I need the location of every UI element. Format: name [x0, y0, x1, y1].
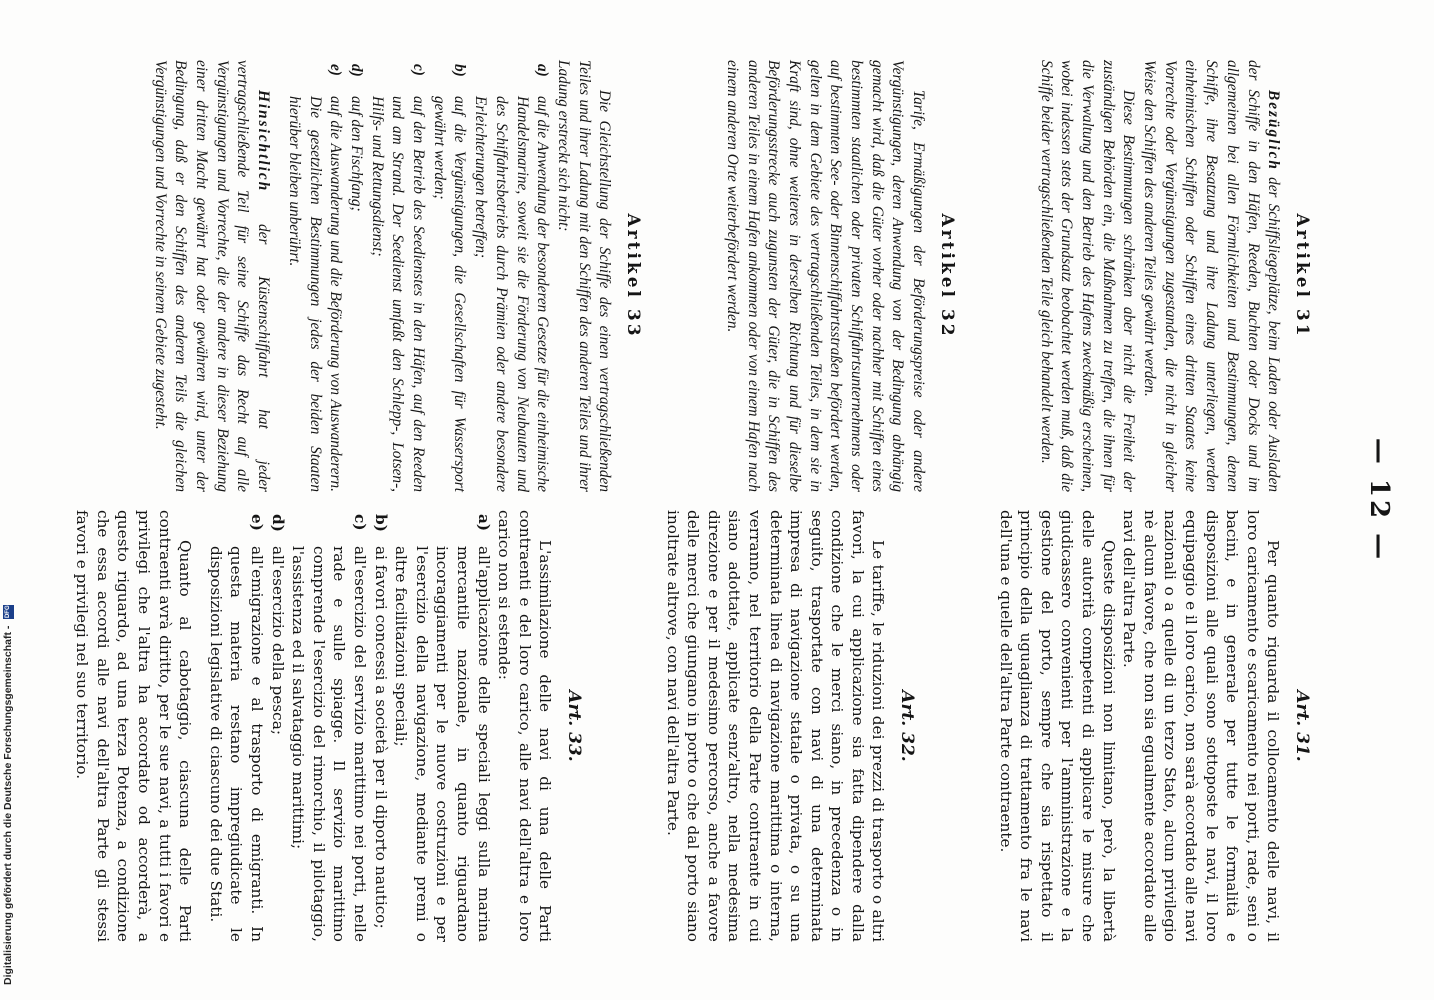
footer-text-wrap: [2, 0, 14, 985]
item-label: a): [534, 64, 552, 77]
item-text: ai favori concessi a società per il diporto nautico;: [371, 546, 390, 929]
digitization-footer: [2, 605, 22, 1000]
italian-art31-paragraph-1: Per quanto riguarda il collocamento delle navi, il loro caricamento e scaricamento nei porti, rade, seni o bacini, e in generale per tutte le formalità e disposizioni alle quali sono sottoposte le navi, il loro equipaggio e il loro carico, non sarà accordato alle navi nazionali o a quelle di un terzo Stato, alcun privilegio nè alcun favore, che non sia egualmente accordato alle navi dell'altra Parte.: [1120, 510, 1283, 942]
item-label: b): [371, 514, 390, 532]
italian-art33-intro: L'assimilazione delle navi di una delle Parti contraenti e del loro carico, alle navi dell'altra e loro carico non si estende:: [495, 510, 555, 942]
item-text: auf den Betrieb des Seedienstes in den Häfen, auf den Reeden und am Strand. Der Seedienst umfaßt den Schlepp-, Lotsen-, Hilfs- und Rettungsdienst;: [368, 96, 428, 492]
footer-text: Digitalisierung gefördert durch die Deutsche Forschungsgemeinschaft -: [2, 625, 14, 985]
item-label: a): [474, 514, 493, 532]
german-art33-item-b: [428, 60, 469, 492]
german-art31-paragraph-2: Diese Bestimmungen schränken aber nicht die Freiheit der zuständigen Behörden ein, die Maßnahmen zu treffen, die ihnen für die Verwaltung und den Betrieb des Hafens zweckmäßig erscheinen, wobei indessen stets der Grundsatz beobachtet werden muß, daß die Schiffe beider vertragschließenden Teile gleich behandelt werden.: [1037, 60, 1138, 492]
german-art33-item-e: [283, 60, 345, 492]
page-number: — 12 —: [1364, 437, 1394, 563]
german-art33-closing: [149, 60, 273, 492]
german-art33-heading: Artikel 33: [623, 213, 644, 339]
german-art33-item-d: [345, 60, 366, 492]
item-text: auf die Anwendung der besonderen Gesetze für die einheimische Handelsmarine, soweit sie die Förderung von Neubauten und des Schiffahrtsbetriebs durch Prämien oder andere besondere Erleichterungen betreffen;: [472, 96, 552, 492]
italian-column: [72, 510, 1312, 942]
dfg-logo-icon: DFG: [3, 605, 14, 619]
italian-art32-heading: Art. 32.: [897, 690, 918, 762]
item-label: d): [268, 514, 287, 532]
italian-art31-paragraph-2: Queste disposizioni non limitano, però, la libertà delle autorità competenti di applicare le misure che giudicassero convenienti per l'amministrazione e la gestione del porto, sempre che sia rispettato il principio della uguaglianza di trattamento fra le navi dell'una e quelle dell'altra Parte contraente.: [996, 510, 1118, 942]
italian-art31-heading: Art. 31.: [1292, 690, 1312, 762]
item-text: all'esercizio del servizio marittimo nei porti, nelle rade e sulle spiagge. Il servizio marittimo comprende l'esercizio del rimorchio, il pilotaggio, l'assistenza ed il salvataggio marittimi;: [289, 546, 370, 942]
item-text: all'applicazione delle speciali leggi sulla marina mercantile nazionale, in quanto riguardano incoraggiamenti per le nuove costruzioni e per l'esercizio della navigazione, mediante premi o altre facilitazioni speciali;: [392, 546, 493, 942]
item-label: d): [347, 64, 365, 77]
item-label: e): [248, 514, 267, 531]
german-art31-lead-word: Bezüglich: [1265, 90, 1283, 171]
italian-art33-item-b: [370, 510, 391, 942]
german-art31-p1-text: der Schiffsliegeplätze, beim Laden oder Ausladen der Schiffe in den Häfen, Reeden, Buchten oder Docks und im allgemeinen bei allen Förmlichkeiten und Bestimmungen, denen Schiffe, ihre Besatzung und ihre Ladung unterliegen, werden einheimischen Schiffen oder Schiffen eines dritten Staates keine Vorrechte oder Vergünstigungen zugestanden, die nicht in gleicher Weise den Schiffen des anderen Teiles gewährt werden.: [1141, 60, 1283, 493]
item-label: c): [410, 64, 428, 76]
item-label: e): [327, 64, 345, 76]
italian-art33-heading: Art. 33.: [563, 690, 584, 762]
german-art32-paragraph-1: Tarife, Ermäßigungen der Beförderungspreise oder andere Vergünstigungen, deren Anwendung von der Bedingung abhängig gemacht wird, daß die Güter vorher oder nachher mit Schiffen eines bestimmten staatlichen oder privaten Schiffahrtsunternehmens oder auf bestimmten See- oder Binnenschiffahrtsstraßen befördert werden, gelten in dem Gebiete des vertragschließenden Teiles, in dem sie in Kraft sind, ohne weiteres in derselben Richtung und für dieselbe Beförderungsstrecke auch zugunsten der Güter, die in Schiffen des anderen Teiles in einem Hafen ankommen oder von einem Hafen nach einem anderen Orte weiterbefördert werden.: [723, 60, 928, 492]
item-text: auf die Auswanderung und die Beförderung von Auswanderern. Die gesetzlichen Bestimmungen jedes der beiden Staaten hierüber bleiben unberührt.: [285, 96, 345, 492]
german-art31-paragraph-1: [1138, 60, 1283, 492]
german-art31-heading: Artikel 31: [1292, 213, 1312, 339]
item-label: b): [451, 64, 469, 77]
italian-art32-paragraph-1: Le tariffe, le riduzioni dei prezzi di trasporto o altri favori, la cui applicazione sia fatta dipendere dalla condizione che le merci siano, in precedenza o in seguito, trasportate con navi di una determinata impresa di navigazione statale o privata, o su una determinata linea di navigazione marittima o interna, verranno, nel territorio della Parte contraente in cui siano adottate, applicate senz'altro, nella medesima direzione e per il medesimo percorso, anche a favore delle merci che giungano in porto o che dal porto siano inoltrate altrove, con navi dell'altra Parte.: [663, 510, 888, 942]
italian-art33-item-c: [288, 510, 370, 942]
item-label: c): [351, 514, 370, 531]
item-text: all'esercizio della pesca;: [268, 546, 287, 736]
german-art33-lead-word: Hinsichtlich: [255, 90, 273, 193]
item-text: all'emigrazione e al trasporto di emigranti. In questa materia restano impregiudicate le disposizioni legislative di ciascuno dei due Stati.: [206, 546, 267, 942]
german-art33-item-a: [470, 60, 553, 492]
italian-art33-closing: Quanto al cabotaggio, ciascuna delle Parti contraenti avrà diritto, per le sue navi, a tutti i favori e privilegi che l'altra ha accordato od accorderà, a questo riguardo, ad una terza Potenza, a condizione che essa accordi alle navi dell'altra Parte gli stessi favori e privilegi nel suo territorio.: [73, 510, 195, 942]
item-text: auf den Fischfang;: [347, 96, 365, 212]
german-art33-intro: Die Gleichstellung der Schiffe des einen vertragschließenden Teiles und ihrer Ladung mit den Schiffen des anderen Teiles und ihrer Ladung erstreckt sich nicht:: [555, 60, 614, 492]
german-art32-heading: Artikel 32: [936, 213, 957, 339]
italian-art33-item-a: [391, 510, 494, 942]
italian-art33-item-d: [267, 510, 288, 942]
german-column: [149, 60, 1312, 492]
german-art33-item-c: [366, 60, 428, 492]
item-text: auf die Vergünstigungen, die Gesellschaften für Wassersport gewährt werden;: [430, 96, 469, 492]
italian-art33-item-e: [205, 510, 267, 942]
german-art33-closing-text: der Küstenschiffahrt hat jeder vertragschließende Teil für seine Schiffe das Recht auf alle Vergünstigungen und Vorrechte, die der andere in dieser Beziehung einer dritten Macht gewährt hat oder gewähren wird, unter der Bedingung, daß er den Schiffen des anderen Teils die gleichen Vergünstigungen und Vorrechte in seinem Gebiete zugesteht.: [151, 60, 273, 492]
